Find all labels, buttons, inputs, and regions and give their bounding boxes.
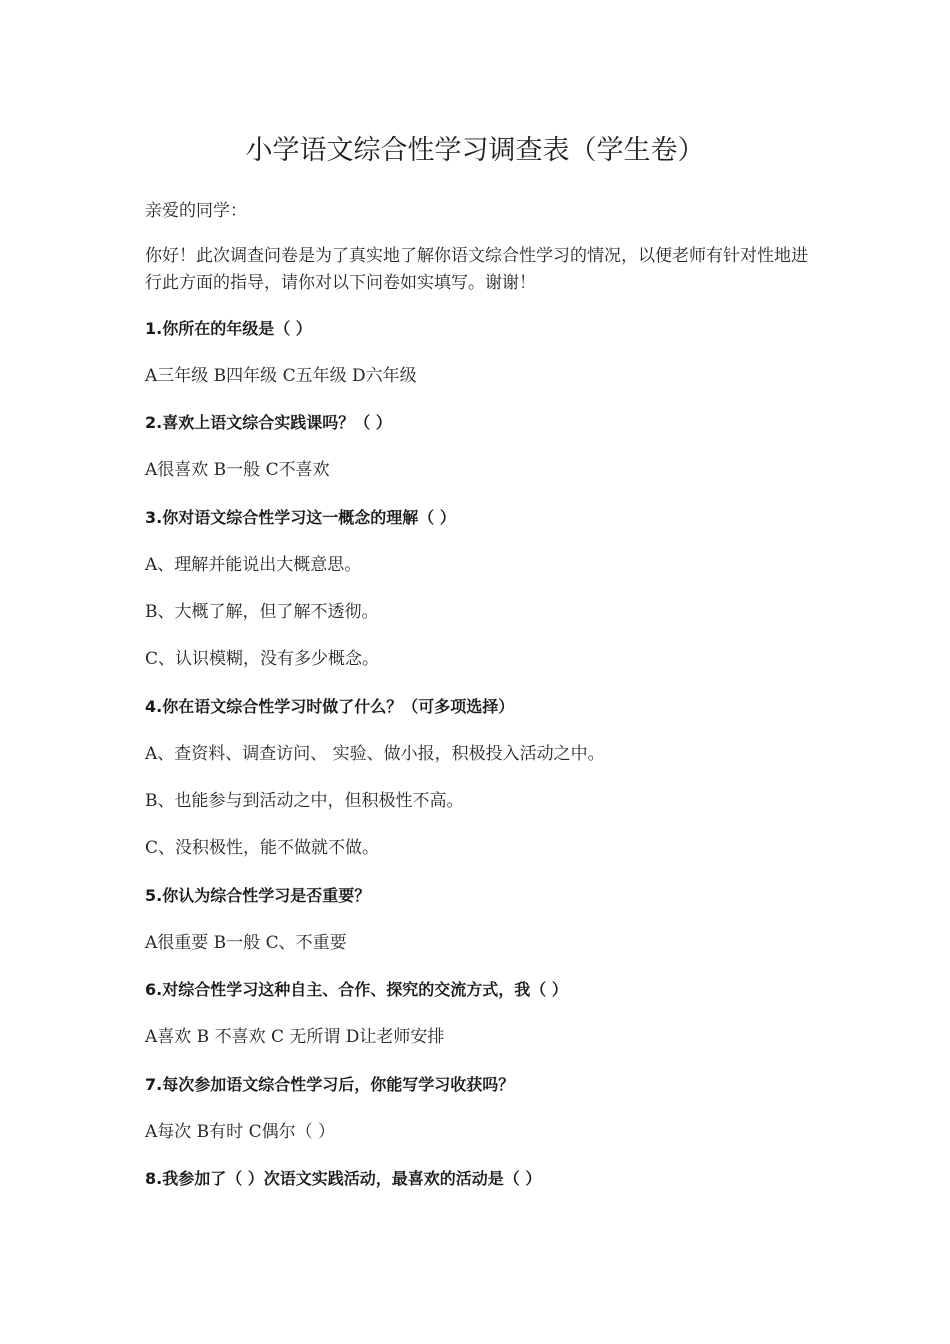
question-1-options: A三年级 B四年级 C五年级 D六年级 xyxy=(145,366,417,386)
question-7: 7.每次参加语文综合性学习后，你能写学习收获吗？ xyxy=(145,1075,515,1094)
question-3-option-a: A、理解并能说出大概意思。 xyxy=(145,555,362,575)
question-8: 8.我参加了（ ）次语文实践活动，最喜欢的活动是（ ） xyxy=(145,1169,542,1188)
document-title: 小学语文综合性学习调查表（学生卷） xyxy=(245,135,705,166)
question-4-option-c: C、没积极性，能不做就不做。 xyxy=(145,838,380,858)
question-6: 6.对综合性学习这种自主、合作、探究的交流方式，我（ ） xyxy=(145,980,568,999)
question-3: 3.你对语文综合性学习这一概念的理解（ ） xyxy=(145,508,456,527)
question-4: 4.你在语文综合性学习时做了什么？（可多项选择） xyxy=(145,697,515,716)
question-5-options: A很重要 B一般 C、不重要 xyxy=(145,933,347,953)
question-2: 2.喜欢上语文综合实践课吗？（ ） xyxy=(145,413,392,432)
question-1: 1.你所在的年级是（ ） xyxy=(145,319,312,338)
question-4-option-a: A、查资料、调查访问、 实验、做小报，积极投入活动之中。 xyxy=(145,744,605,764)
question-6-options: A喜欢 B 不喜欢 C 无所谓 D让老师安排 xyxy=(145,1027,445,1047)
question-7-options: A每次 B有时 C偶尔（ ） xyxy=(145,1122,335,1142)
greeting: 亲爱的同学： xyxy=(145,201,247,221)
question-3-option-c: C、认识模糊，没有多少概念。 xyxy=(145,649,380,669)
question-4-option-b: B、也能参与到活动之中，但积极性不高。 xyxy=(145,791,464,811)
intro-paragraph: 你好！此次调查问卷是为了真实地了解你语文综合性学习的情况，以便老师有针对性地进行此方面的指导，请你对以下问卷如实填写。谢谢！ xyxy=(145,246,808,293)
question-3-option-b: B、大概了解，但了解不透彻。 xyxy=(145,602,379,622)
question-2-options: A很喜欢 B一般 C不喜欢 xyxy=(145,460,330,480)
question-5: 5.你认为综合性学习是否重要？ xyxy=(145,886,371,905)
